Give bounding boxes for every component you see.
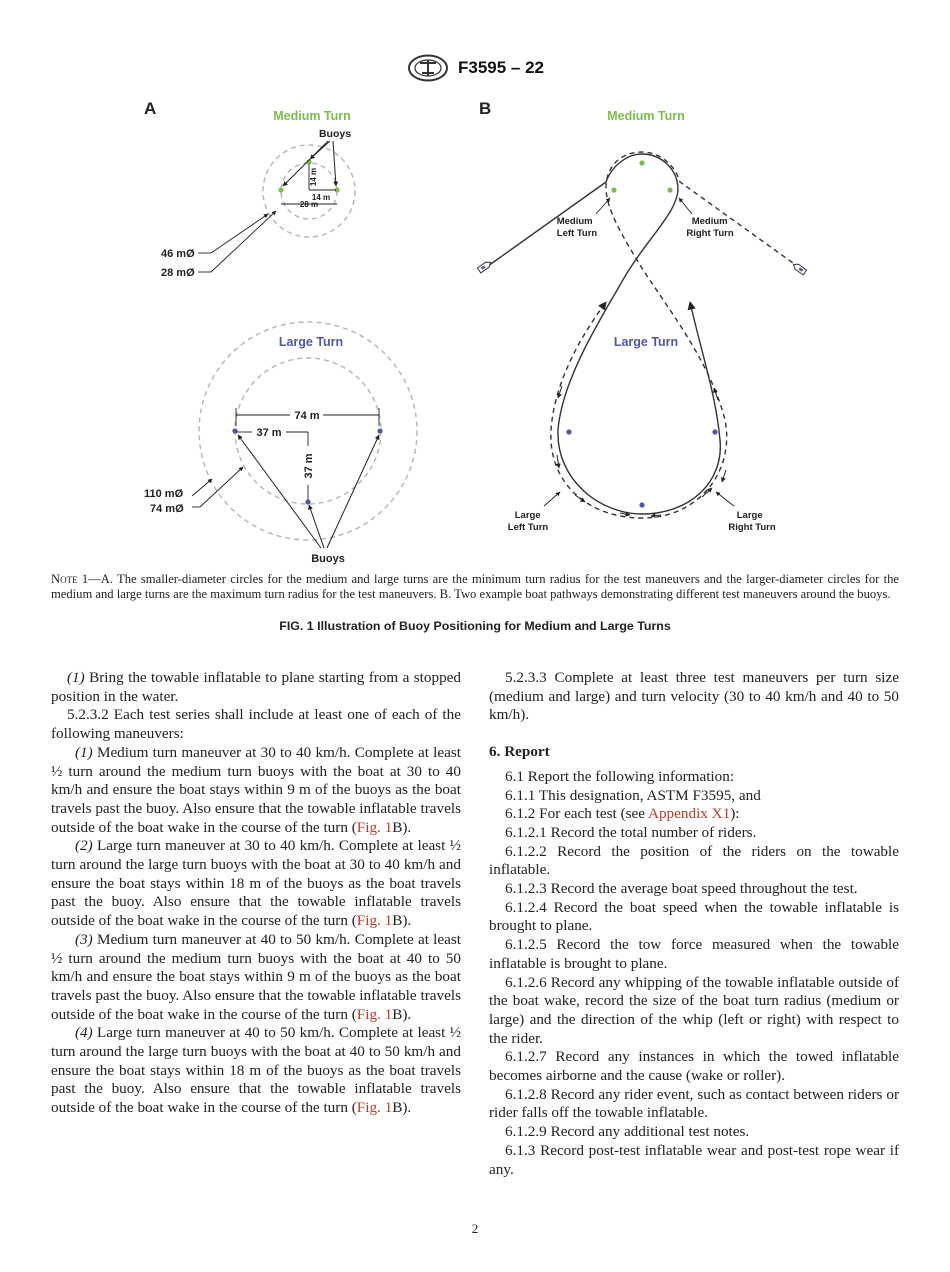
label-110m: 110 mØ: [144, 488, 184, 500]
dim-37m-h: 37 m: [256, 427, 282, 439]
label-74m: 74 mØ: [150, 503, 184, 515]
note-prefix: Note 1: [51, 572, 89, 586]
medium-right-turn-l2: Right Turn: [686, 228, 734, 239]
medium-buoy: [611, 187, 616, 192]
medium-buoy: [667, 187, 672, 192]
para-5-2-3-2: 5.2.3.2 Each test series shall include at least one of each of the following maneuvers:: [51, 706, 461, 743]
fig-link[interactable]: Fig. 1: [356, 912, 393, 930]
dim-74m: 74 m: [294, 410, 320, 422]
para-5-2-3-3: 5.2.3.3 Complete at least three test maneuvers per turn size (medium and large) and turn velocity (30 to 40 km/h and 40 to 50 km/h).: [489, 669, 899, 724]
large-buoy: [305, 499, 310, 504]
medium-buoy: [639, 160, 644, 165]
svg-text:Medium Left Turn: [557, 216, 598, 239]
fig-link[interactable]: Fig. 1: [356, 1099, 393, 1117]
panel-a-label: A: [144, 99, 157, 118]
svg-text:Large Left Turn: [508, 510, 549, 533]
panel-b-label: B: [479, 99, 492, 118]
medium-max-circle: [263, 145, 355, 237]
label-28m: 28 mØ: [161, 267, 195, 279]
medium-right-turn-l1: Medium: [691, 216, 728, 227]
large-right-turn-l2: Right Turn: [728, 522, 776, 533]
right-column: 5.2.3.3 Complete at least three test maneuvers per turn size (medium and large) and turn velocity (30 to 40 km/h and 40 to 50 km/h). 6. Report 6.1 Report the following information: 6.1.1 This designation, ASTM F3595, and 6.1.2 For each test (see Appendix X1): 6.1.2.1 Record the total number of riders. 6.1.2.2 Record the position of the riders on the towable inflatable. 6.1.2.3 Record the average boat speed throughout the test. 6.1.2.4 Record the boat speed when the towable inflatable is brought to plane. 6.1.2.5 Record the tow force measured when the towable inflatable is brought to plane. 6.1.2.6 Record any whipping of the towable inflatable outside of the boat wake, record the size of the boat turn radius (medium or large) and the direction of the whip (left or right) with respect to the rider. 6.1.2.7 Record any instances in which the towed inflatable becomes airborne and the cause (wake or roller). 6.1.2.8 Record any rider event, such as contact between riders or rider falls off the towable inflatable. 6.1.2.9 Record any additional test notes. 6.1.3 Record post-test inflatable wear and post-test rope wear if any.: [489, 669, 899, 1178]
large-buoy: [712, 429, 717, 434]
figure-caption: FIG. 1 Illustration of Buoy Positioning for Medium and Large Turns: [279, 619, 671, 633]
figure-note: [51, 572, 899, 602]
svg-text:Large Right Turn: [728, 510, 776, 533]
large-buoy: [232, 428, 237, 433]
label-46m: 46 mØ: [161, 248, 195, 260]
large-max-circle: [199, 322, 417, 540]
designation: F3595 – 22: [457, 58, 544, 77]
large-buoy: [566, 429, 571, 434]
appendix-link[interactable]: Appendix X1: [647, 805, 731, 823]
large-left-turn-l2: Left Turn: [507, 522, 549, 533]
fig-link[interactable]: Fig. 1: [356, 1005, 393, 1023]
page-number: 2: [471, 1221, 479, 1236]
large-turn-title-b: Large Turn: [613, 335, 679, 349]
medium-buoy: [278, 187, 283, 192]
medium-left-turn-l1: Medium: [556, 216, 593, 227]
medium-turn-title-b: Medium Turn: [607, 109, 685, 123]
buoys-label-top: Buoys: [318, 128, 352, 140]
medium-turn-title-a: Medium Turn: [273, 109, 351, 123]
fig-link[interactable]: Fig. 1: [356, 818, 393, 836]
figure-1: [0, 0, 950, 570]
dim-14m-vertical: 14 m: [309, 167, 318, 187]
section-heading: 6. Report: [489, 743, 550, 761]
large-buoy: [639, 502, 644, 507]
large-left-turn-l1: Large: [514, 510, 541, 521]
medium-left-turn-l2: Left Turn: [556, 228, 598, 239]
large-right-turn-l1: Large: [736, 510, 763, 521]
boat-left-icon: [477, 260, 492, 273]
dim-37m-v: 37 m: [303, 453, 315, 479]
dim-14m: 14 m: [311, 193, 331, 202]
note-text: —A. The smaller-diameter circles for the medium and large turns are the minimum turn radius for the test maneuvers and the larger-diameter circles for the medium and large turns are the maximum turn radius for the test maneuvers. B. Two example boat pathways demonstrating different test maneuvers around the buoys.: [51, 572, 900, 601]
large-buoy: [377, 428, 382, 433]
large-turn-title-a: Large Turn: [278, 335, 344, 349]
dim-28m: 28 m: [299, 200, 319, 209]
svg-text:Medium Right Turn: [686, 216, 734, 239]
buoys-label-bottom: Buoys: [311, 553, 345, 565]
left-column: (1) Bring the towable inflatable to plane starting from a stopped position in the water. 5.2.3.2 Each test series shall include at least one of each of the following maneuvers: (1) Medium turn maneuver at 30 to 40 km/h. Complete at least ½ turn around the medium turn buoys with the boat at 30 to 40 km/h and ensure the boat stays within 9 m of the buoys as the boat travels past the buoy. Also ensure that the towable inflatable travels outside of the boat wake in the course of the turn (Fig. 1B). (2) Large turn maneuver at 30 to 40 km/h. Complete at least ½ turn around the large turn buoys with the boat at 30 to 40 km/h and ensure the boat stays within 18 m of the buoys as the boat travels past the buoy. Also ensure that the towable inflatable travels outside of the boat wake in the course of the turn (Fig. 1B). (3) Medium turn maneuver at 40 to 50 km/h. Complete at least ½ turn around the medium turn buoys with the boat at 40 to 50 km/h and ensure the boat stays within 9 m of the buoys as the boat travels past the buoy. Also ensure that the towable inflatable travels outside of the boat wake in the course of the turn (Fig. 1B). (4) Large turn maneuver at 40 to 50 km/h. Complete at least ½ turn around the large turn buoys with the boat at 40 to 50 km/h and ensure the boat stays within 18 m of the buoys as the boat travels past the buoy. Also ensure that the towable inflatable travels outside of the boat wake in the course of the turn (Fig. 1B).: [51, 669, 461, 1117]
boat-right-icon: [792, 262, 807, 275]
